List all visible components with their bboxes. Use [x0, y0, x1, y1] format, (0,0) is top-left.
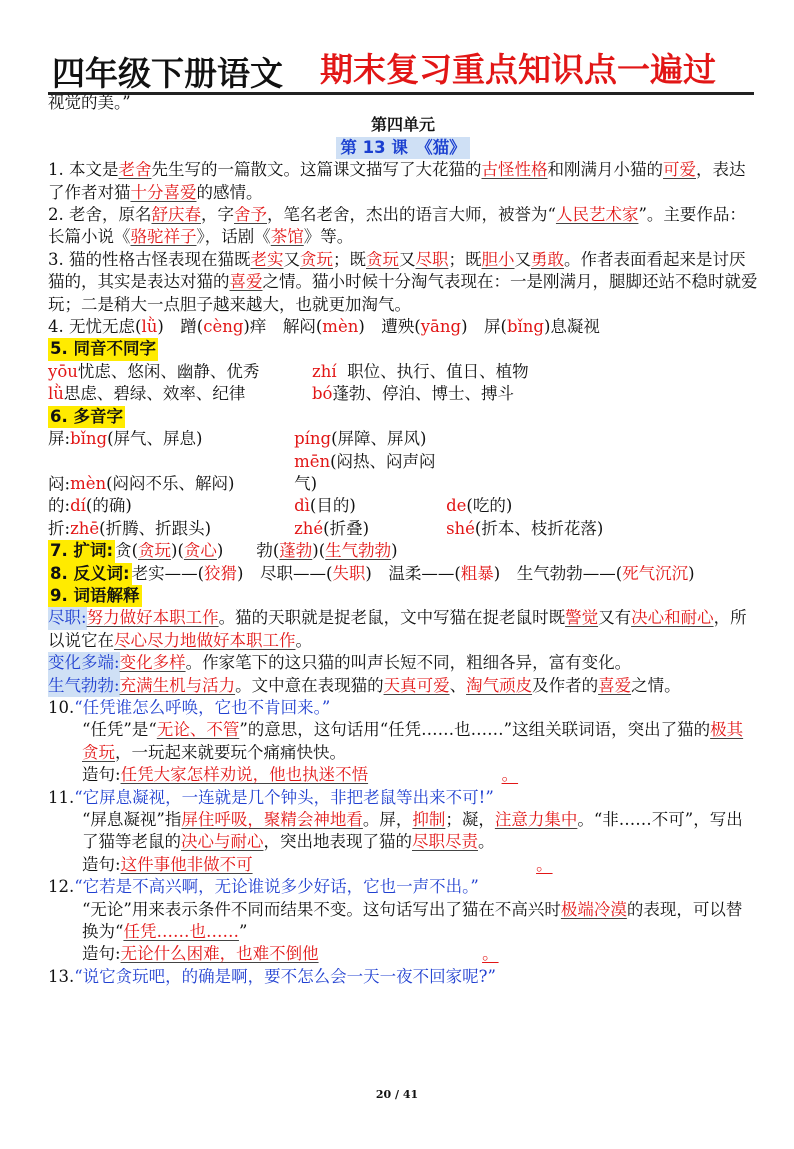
text: 。: [536, 854, 553, 874]
answer: 变化多样: [119, 653, 186, 673]
answer: 努力做好本职工作: [86, 608, 219, 628]
pinyin: yōu: [48, 361, 78, 381]
section-9-title-row: [48, 585, 758, 607]
answer: 尽职尽责: [412, 832, 478, 852]
pinyin: píng: [294, 429, 332, 449]
quote: “它若是不高兴啊，无论谁说多少好话，它也一声不出。”: [74, 877, 479, 897]
text: ，所以说它在: [48, 608, 747, 650]
text: “无论”用来表示条件不同而结果不变。这句话写出了猫在不高兴时: [82, 899, 561, 919]
text: 及作者的: [532, 675, 599, 695]
polyphone-row: [48, 428, 758, 450]
answer: 屏住呼吸，聚精会神地看: [181, 810, 363, 829]
text: 10.: [48, 697, 75, 717]
term: 尽职:: [48, 607, 87, 629]
text: 又有: [598, 608, 632, 628]
text: 、: [449, 675, 467, 695]
text: ) 蹭(: [157, 317, 204, 337]
explain-bianhua: [48, 652, 758, 674]
text: 又: [514, 249, 531, 269]
answer: 贪心: [183, 541, 217, 561]
answer: 无论、不管: [156, 720, 240, 740]
answer: 狡猾: [204, 563, 238, 583]
text: 。猫的天职就是捉老鼠，文中写猫在捉老鼠时既: [218, 608, 566, 628]
answer: 决心和耐心: [631, 608, 714, 628]
text: ；既: [333, 249, 366, 269]
text: 和刚满月小猫的: [547, 160, 663, 180]
text: 职位、执行、值日、植物: [347, 361, 529, 381]
text: 又: [399, 249, 416, 269]
text: 。作家笔下的这只猫的叫声长短不同，粗细各异，富有变化。: [185, 653, 632, 673]
answer: 老舍: [118, 160, 152, 180]
answer: 舍予: [234, 205, 267, 225]
text: ): [391, 541, 398, 561]
pinyin: bó: [312, 384, 333, 404]
question-11-analysis: [48, 809, 758, 854]
example-words: (的确): [85, 496, 132, 516]
answer: 贪玩: [300, 249, 333, 269]
carry-over-line: 视觉的美。”: [48, 93, 131, 112]
text: 之情。猫小时候十分淘气表现在：一是刚满月，腿脚还站不稳时就爱玩；二是稍大一点胆子越来越大，也就更加淘气。: [48, 272, 758, 314]
example-words: (折叠): [323, 518, 370, 538]
question-10-quote: [48, 697, 758, 719]
text: 》等。: [303, 227, 354, 247]
polyphone-row: [48, 518, 758, 540]
text: ) 屏(: [461, 317, 507, 337]
pinyin: shé: [446, 518, 475, 538]
text: 》，话剧《: [196, 227, 271, 247]
text: 蓬勃、停泊、博士、搏斗: [332, 384, 514, 404]
example-words: (折腾、折跟头): [99, 518, 212, 538]
answer: 贪玩: [366, 249, 399, 269]
pinyin: mèn: [322, 317, 359, 337]
explain-shengqi: [48, 675, 758, 697]
polyphone-reading: [294, 428, 446, 450]
text: 1. 本文是: [48, 160, 119, 180]
text: 4. 无忧无虑(: [48, 317, 142, 337]
text: ”。主要作品：长篇小说《: [48, 205, 746, 247]
text: 。: [478, 832, 495, 852]
pinyin: dí: [70, 496, 86, 516]
polyphone-row: [48, 495, 758, 517]
homophone-row-1: [48, 361, 758, 383]
answer: 充满生机与活力: [119, 675, 236, 695]
answer: 这件事他非做不可: [120, 854, 253, 874]
pinyin: yāng: [420, 317, 462, 337]
answer: 人民艺术家: [555, 205, 639, 225]
polyphone-char: 的:: [48, 496, 71, 516]
pinyin: lǜ: [141, 317, 158, 337]
text: ，一玩起来就要玩个痛痛快快。: [115, 742, 346, 762]
text: ，突出地表现了猫的: [263, 832, 412, 852]
text: ，字: [201, 205, 234, 225]
answer: 极端冷漠: [560, 899, 627, 919]
document-body: [48, 92, 758, 988]
answer: 无论什么困难，也难不倒他: [120, 944, 319, 964]
text: )息凝视: [543, 317, 600, 337]
pinyin: bǐng: [70, 429, 108, 449]
answer: 蓬勃: [279, 541, 313, 561]
question-10-analysis: [48, 719, 758, 764]
answer: 舒庆春: [151, 205, 201, 225]
answer: 任凭大家怎样劝说，他也执迷不悟: [120, 765, 369, 785]
section-5-title: 5. 同音不同字: [48, 338, 158, 360]
pinyin: lǜ: [48, 384, 64, 404]
text: 贪(: [115, 541, 139, 561]
text: 忧虑、悠闲、幽静、优秀: [77, 361, 260, 381]
answer: 可爱: [663, 160, 696, 180]
question-13-quote: [48, 966, 758, 988]
answer: 骆驼祥子: [130, 227, 197, 247]
example-words: (吃的): [466, 496, 513, 516]
answer: 勇敢: [531, 249, 564, 269]
polyphone-char: 折:: [48, 518, 71, 538]
pinyin: mèn: [70, 473, 107, 493]
text: ”的意思，这句话用“任凭……也……”这组关联词语，突出了猫的: [239, 720, 711, 740]
answer: 尽心尽力地做好本职工作: [114, 630, 296, 650]
example-words: (闷闷不乐、解闷): [106, 473, 235, 493]
polyphone-row: [48, 451, 758, 496]
text: 13.: [48, 966, 75, 986]
answer: 尽职: [415, 249, 449, 269]
pinyin: de: [446, 496, 467, 516]
text: 11.: [48, 787, 75, 807]
pinyin: bǐng: [506, 317, 544, 337]
answer: 天真可爱: [383, 675, 450, 695]
quote: “它屏息凝视，一连就是几个钟头，非把老鼠等出来不可!”: [74, 787, 494, 807]
answer: 极其贪玩: [82, 720, 744, 762]
polyphone-char: 屏:: [48, 429, 71, 449]
pinyin: dì: [294, 496, 310, 516]
section-8-title: 8. 反义词:: [48, 563, 132, 585]
example-words: (目的): [309, 496, 356, 516]
text: ) 尽职——(: [237, 563, 333, 583]
text: “任凭”是“: [82, 720, 157, 740]
text: ) 遭殃(: [358, 317, 421, 337]
section-6-title-row: [48, 406, 758, 428]
text: 的感情。: [196, 182, 263, 202]
answer: 生气勃勃: [325, 541, 392, 561]
text: 。: [295, 630, 312, 650]
question-4: [48, 316, 758, 338]
answer: 注意力集中: [494, 810, 578, 829]
text: 3. 猫的性格古怪表现在猫既: [48, 249, 251, 269]
polyphone-reading: [294, 495, 446, 517]
polyphone-list: [48, 428, 758, 540]
pinyin: zhí: [312, 361, 337, 381]
answer: 决心与耐心: [181, 832, 264, 852]
question-12-sentence: [48, 943, 758, 965]
question-11-quote: [48, 787, 758, 809]
question-10-sentence: [48, 764, 758, 786]
text: 12.: [48, 877, 75, 897]
answer: 抑制: [412, 810, 446, 829]
text: 老实——(: [131, 563, 205, 583]
text: 。: [482, 944, 499, 964]
polyphone-reading: [70, 518, 294, 540]
pinyin: cèng: [203, 317, 244, 337]
pinyin: mēn: [294, 451, 331, 471]
term: 变化多端:: [48, 652, 120, 674]
text: 造句:: [82, 854, 121, 874]
answer: 茶馆: [270, 227, 304, 247]
section-6-title: 6. 多音字: [48, 406, 125, 428]
answer: 失职: [332, 563, 366, 583]
text: ) 勃(: [216, 541, 280, 561]
section-8-row: [48, 563, 758, 585]
text: 2. 老舍，原名: [48, 205, 152, 225]
answer: 喜爱: [229, 272, 263, 292]
example-words: (屏气、屏息): [107, 429, 203, 449]
term: 生气勃勃:: [48, 675, 120, 697]
answer: 贪玩: [138, 541, 172, 561]
question-12-quote: [48, 876, 758, 898]
section-5-title-row: [48, 338, 758, 360]
polyphone-reading: [446, 518, 646, 540]
question-3: [48, 249, 758, 316]
lesson-title: 第 13 课 《猫》: [336, 137, 469, 159]
question-1: [48, 159, 758, 204]
polyphone-reading: [294, 518, 446, 540]
answer: 胆小: [481, 249, 515, 269]
text: ”: [238, 922, 248, 942]
page-header: [48, 40, 754, 95]
example-words: (闷热、闷声闷气): [294, 451, 436, 493]
text: )痒 解闷(: [243, 317, 323, 337]
answer: 古怪性格: [481, 160, 548, 180]
answer: 警觉: [565, 608, 599, 628]
section-9-title: 9. 词语解释: [48, 585, 142, 607]
section-7-title: 7. 扩词:: [48, 540, 115, 562]
text: 造句:: [82, 944, 121, 964]
text: ，笔名老舍，杰出的语言大师，被誉为“: [267, 205, 556, 225]
quote: “任凭谁怎么呼唤，它也不肯回来。”: [74, 697, 331, 717]
question-12-analysis: [48, 899, 758, 944]
pinyin: zhé: [294, 518, 324, 538]
answer: 任凭……也……: [123, 922, 239, 942]
text: )(: [171, 541, 184, 561]
text: ；既: [448, 249, 482, 269]
answer: 粗暴: [460, 563, 494, 583]
text: ；凝，: [445, 810, 495, 829]
answer: 淘气顽皮: [466, 675, 533, 695]
quote: “说它贪玩吧，的确是啊，要不怎么会一天一夜不回家呢?”: [74, 966, 496, 986]
polyphone-reading: [446, 495, 646, 517]
example-words: (折本、枝折花落): [474, 518, 604, 538]
text: 。: [501, 765, 519, 785]
text: 。屏，: [362, 810, 413, 829]
text: 之情。: [631, 675, 681, 695]
text: )(: [312, 541, 326, 561]
polyphone-reading: [70, 428, 294, 450]
explain-jinzhi: [48, 607, 758, 652]
text: ) 生气勃勃——(: [493, 563, 623, 583]
text: 思虑、碧绿、效率、纪律: [63, 384, 246, 404]
section-7-row: [48, 540, 758, 562]
header-review-title: 期末复习重点知识点一遍过: [320, 50, 716, 89]
polyphone-reading: [294, 451, 446, 496]
text: 。文中意在表现猫的: [235, 675, 384, 695]
text: “屏息凝视”指: [82, 810, 182, 829]
text: ): [688, 563, 695, 583]
text: 造句:: [82, 765, 121, 785]
example-words: (屏障、屏风): [331, 429, 427, 449]
answer: 老实: [250, 249, 284, 269]
answer: 喜爱: [598, 675, 632, 695]
polyphone-reading: [70, 495, 294, 517]
text: 。作者表面看起来是讨厌猫的，其实是表达对猫的: [48, 249, 746, 292]
page-number: 20 / 41: [375, 1088, 419, 1101]
lesson-title-row: [48, 137, 758, 159]
header-grade-title: 四年级下册语文: [52, 54, 283, 93]
text: ) 温柔——(: [365, 563, 461, 583]
homophone-row-2: [48, 383, 758, 405]
answer: 十分喜爱: [130, 182, 197, 202]
text: ，表达了作者对猫: [48, 160, 746, 202]
text: 的表现，可以替换为“: [82, 899, 743, 942]
question-11-sentence: [48, 854, 758, 876]
text: 又: [283, 249, 300, 269]
pinyin: zhē: [70, 518, 100, 538]
unit-title: 第四单元: [370, 115, 435, 135]
question-2: [48, 204, 758, 249]
text: 先生写的一篇散文。这篇课文描写了大花猫的: [151, 160, 482, 180]
text: 。“非……不可”，写出了猫等老鼠的: [82, 810, 743, 852]
polyphone-char: 闷:: [48, 473, 71, 493]
polyphone-reading: [70, 473, 294, 495]
answer: 死气沉沉: [622, 563, 689, 583]
